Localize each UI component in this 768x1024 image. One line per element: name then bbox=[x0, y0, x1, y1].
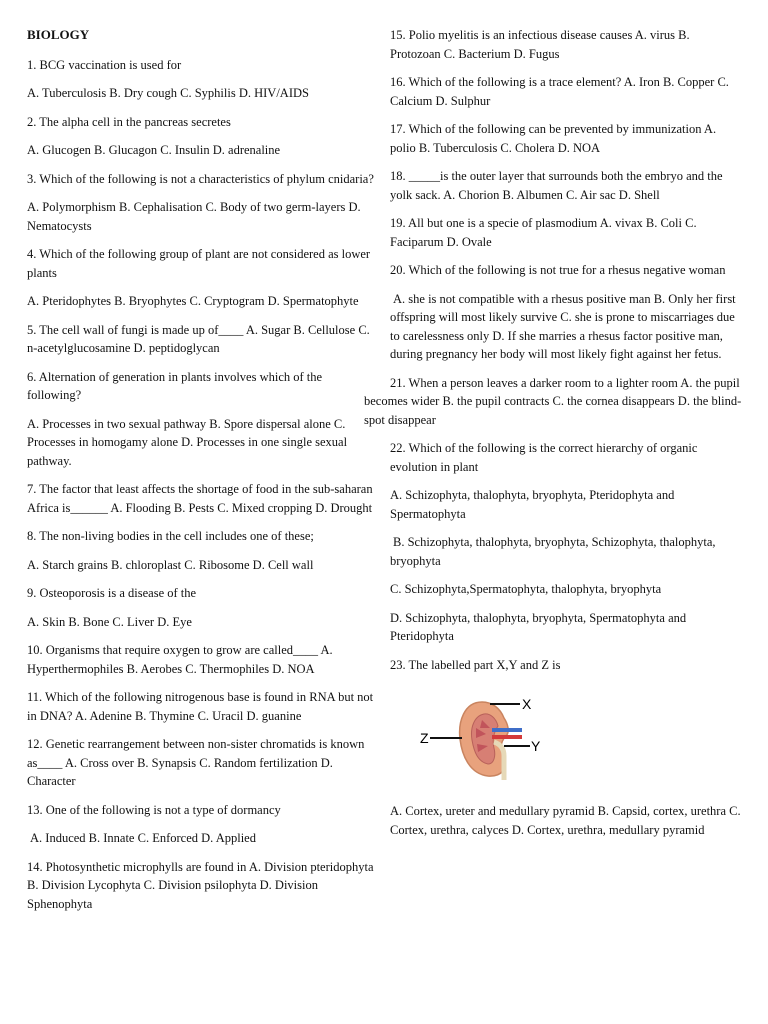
kidney-diagram bbox=[420, 684, 580, 788]
question-9: 9. Osteoporosis is a disease of the bbox=[27, 586, 197, 600]
options-22-c: C. Schizophyta,Spermatophyta, thalophyta, bryophyta bbox=[390, 582, 662, 596]
question-11: 11. Which of the following nitrogenous base is found in RNA but not in DNA? A. Adenine B. Thymine C. Uracil D. guanine bbox=[27, 690, 374, 723]
question-23: 23. The labelled part X,Y and Z is bbox=[390, 657, 561, 672]
label-x: X bbox=[522, 696, 532, 712]
question-1: 1. BCG vaccination is used for bbox=[27, 57, 182, 72]
question-12: 12. Genetic rearrangement between non-sister chromatids is known as____ A. Cross over B. Synapsis C. Random fertilization D. Character bbox=[27, 737, 365, 788]
artery-shape bbox=[492, 735, 522, 739]
question-15: 15. Polio myelitis is an infectious disease causes A. virus B. Protozoan C. Bacterium D. Fugus bbox=[390, 28, 690, 61]
options-2: A. Glucogen B. Glucagon C. Insulin D. adrenaline bbox=[27, 143, 281, 157]
label-y: Y bbox=[531, 738, 541, 754]
options-3: A. Polymorphism B. Cephalisation C. Body of two germ-layers D. Nematocysts bbox=[27, 200, 361, 233]
question-2: 2. The alpha cell in the pancreas secretes bbox=[27, 114, 231, 129]
question-6: 6. Alternation of generation in plants involves which of the following? bbox=[27, 369, 323, 402]
options-20: A. she is not compatible with a rhesus positive man B. Only her first offspring will most likely survive C. she is prone to miscarriages due to carelessness only D. If she marries a rhesus factor positive man, during pregnancy her body will most likely fight against her fetus. bbox=[390, 291, 736, 361]
question-21: 21. When a person leaves a darker room to a lighter room A. the pupil becomes wider B. the pupil contracts C. the cornea disappears D. the blind-spot disappear bbox=[364, 375, 742, 427]
question-7: 7. The factor that least affects the shortage of food in the sub-saharan Africa is______ A. Flooding B. Pests C. Mixed cropping D. Drought bbox=[27, 482, 373, 515]
vein-shape bbox=[492, 728, 522, 732]
right-column bbox=[364, 26, 742, 849]
options-22-d: D. Schizophyta, thalophyta, bryophyta, Spermatophyta and Pteridophyta bbox=[390, 610, 687, 643]
question-14: 14. Photosynthetic microphylls are found in A. Division pteridophyta B. Division Lycophyta C. Division psilophyta D. Division Sphenophyta bbox=[27, 859, 374, 911]
question-19: 19. All but one is a specie of plasmodium A. vivax B. Coli C. Faciparum D. Ovale bbox=[390, 216, 697, 249]
options-6: A. Processes in two sexual pathway B. Spore dispersal alone C. Processes in homogamy alone D. Processes in one single sexual pathway. bbox=[27, 416, 348, 468]
question-16: 16. Which of the following is a trace element? A. Iron B. Copper C. Calcium D. Sulphur bbox=[390, 75, 729, 108]
options-8: A. Starch grains B. chloroplast C. Ribosome D. Cell wall bbox=[27, 557, 314, 572]
options-4: A. Pteridophytes B. Bryophytes C. Cryptogram D. Spermatophyte bbox=[27, 294, 359, 308]
question-3: 3. Which of the following is not a characteristics of phylum cnidaria? bbox=[27, 171, 374, 186]
label-z: Z bbox=[420, 730, 429, 746]
question-20: 20. Which of the following is not true for a rhesus negative woman bbox=[390, 263, 726, 277]
page-title: BIOLOGY bbox=[27, 27, 90, 42]
question-13: 13. One of the following is not a type of dormancy bbox=[27, 802, 281, 817]
kidney-illustration bbox=[420, 684, 580, 788]
options-23: A. Cortex, ureter and medullary pyramid B. Capsid, cortex, urethra C. Cortex, urethra, calyces D. Cortex, urethra, medullary pyramid bbox=[390, 804, 741, 837]
question-5: 5. The cell wall of fungi is made up of____ A. Sugar B. Cellulose C. n-acetylglucosamine D. peptidoglycan bbox=[27, 322, 370, 355]
options-13: A. Induced B. Innate C. Enforced D. Applied bbox=[30, 831, 256, 845]
question-8: 8. The non-living bodies in the cell includes one of these; bbox=[27, 529, 314, 543]
question-10: 10. Organisms that require oxygen to grow are called____ A. Hyperthermophiles B. Aerobes C. Thermophiles D. NOA bbox=[27, 643, 333, 676]
options-9: A. Skin B. Bone C. Liver D. Eye bbox=[27, 614, 192, 629]
options-1: A. Tuberculosis B. Dry cough C. Syphilis D. HIV/AIDS bbox=[27, 86, 309, 100]
question-4: 4. Which of the following group of plant are not considered as lower plants bbox=[27, 247, 371, 280]
left-column bbox=[27, 26, 375, 923]
options-22-b: B. Schizophyta, thalophyta, bryophyta, Schizophyta, thalophyta, bryophyta bbox=[390, 535, 716, 568]
question-17: 17. Which of the following can be prevented by immunization A. polio B. Tuberculosis C. Cholera D. NOA bbox=[390, 122, 717, 155]
options-22-a: A. Schizophyta, thalophyta, bryophyta, Pteridophyta and Spermatophyta bbox=[390, 488, 675, 521]
question-18: 18. _____is the outer layer that surrounds both the embryo and the yolk sack. A. Chorion B. Albumen C. Air sac D. Shell bbox=[390, 169, 723, 202]
question-22: 22. Which of the following is the correct hierarchy of organic evolution in plant bbox=[390, 441, 698, 474]
